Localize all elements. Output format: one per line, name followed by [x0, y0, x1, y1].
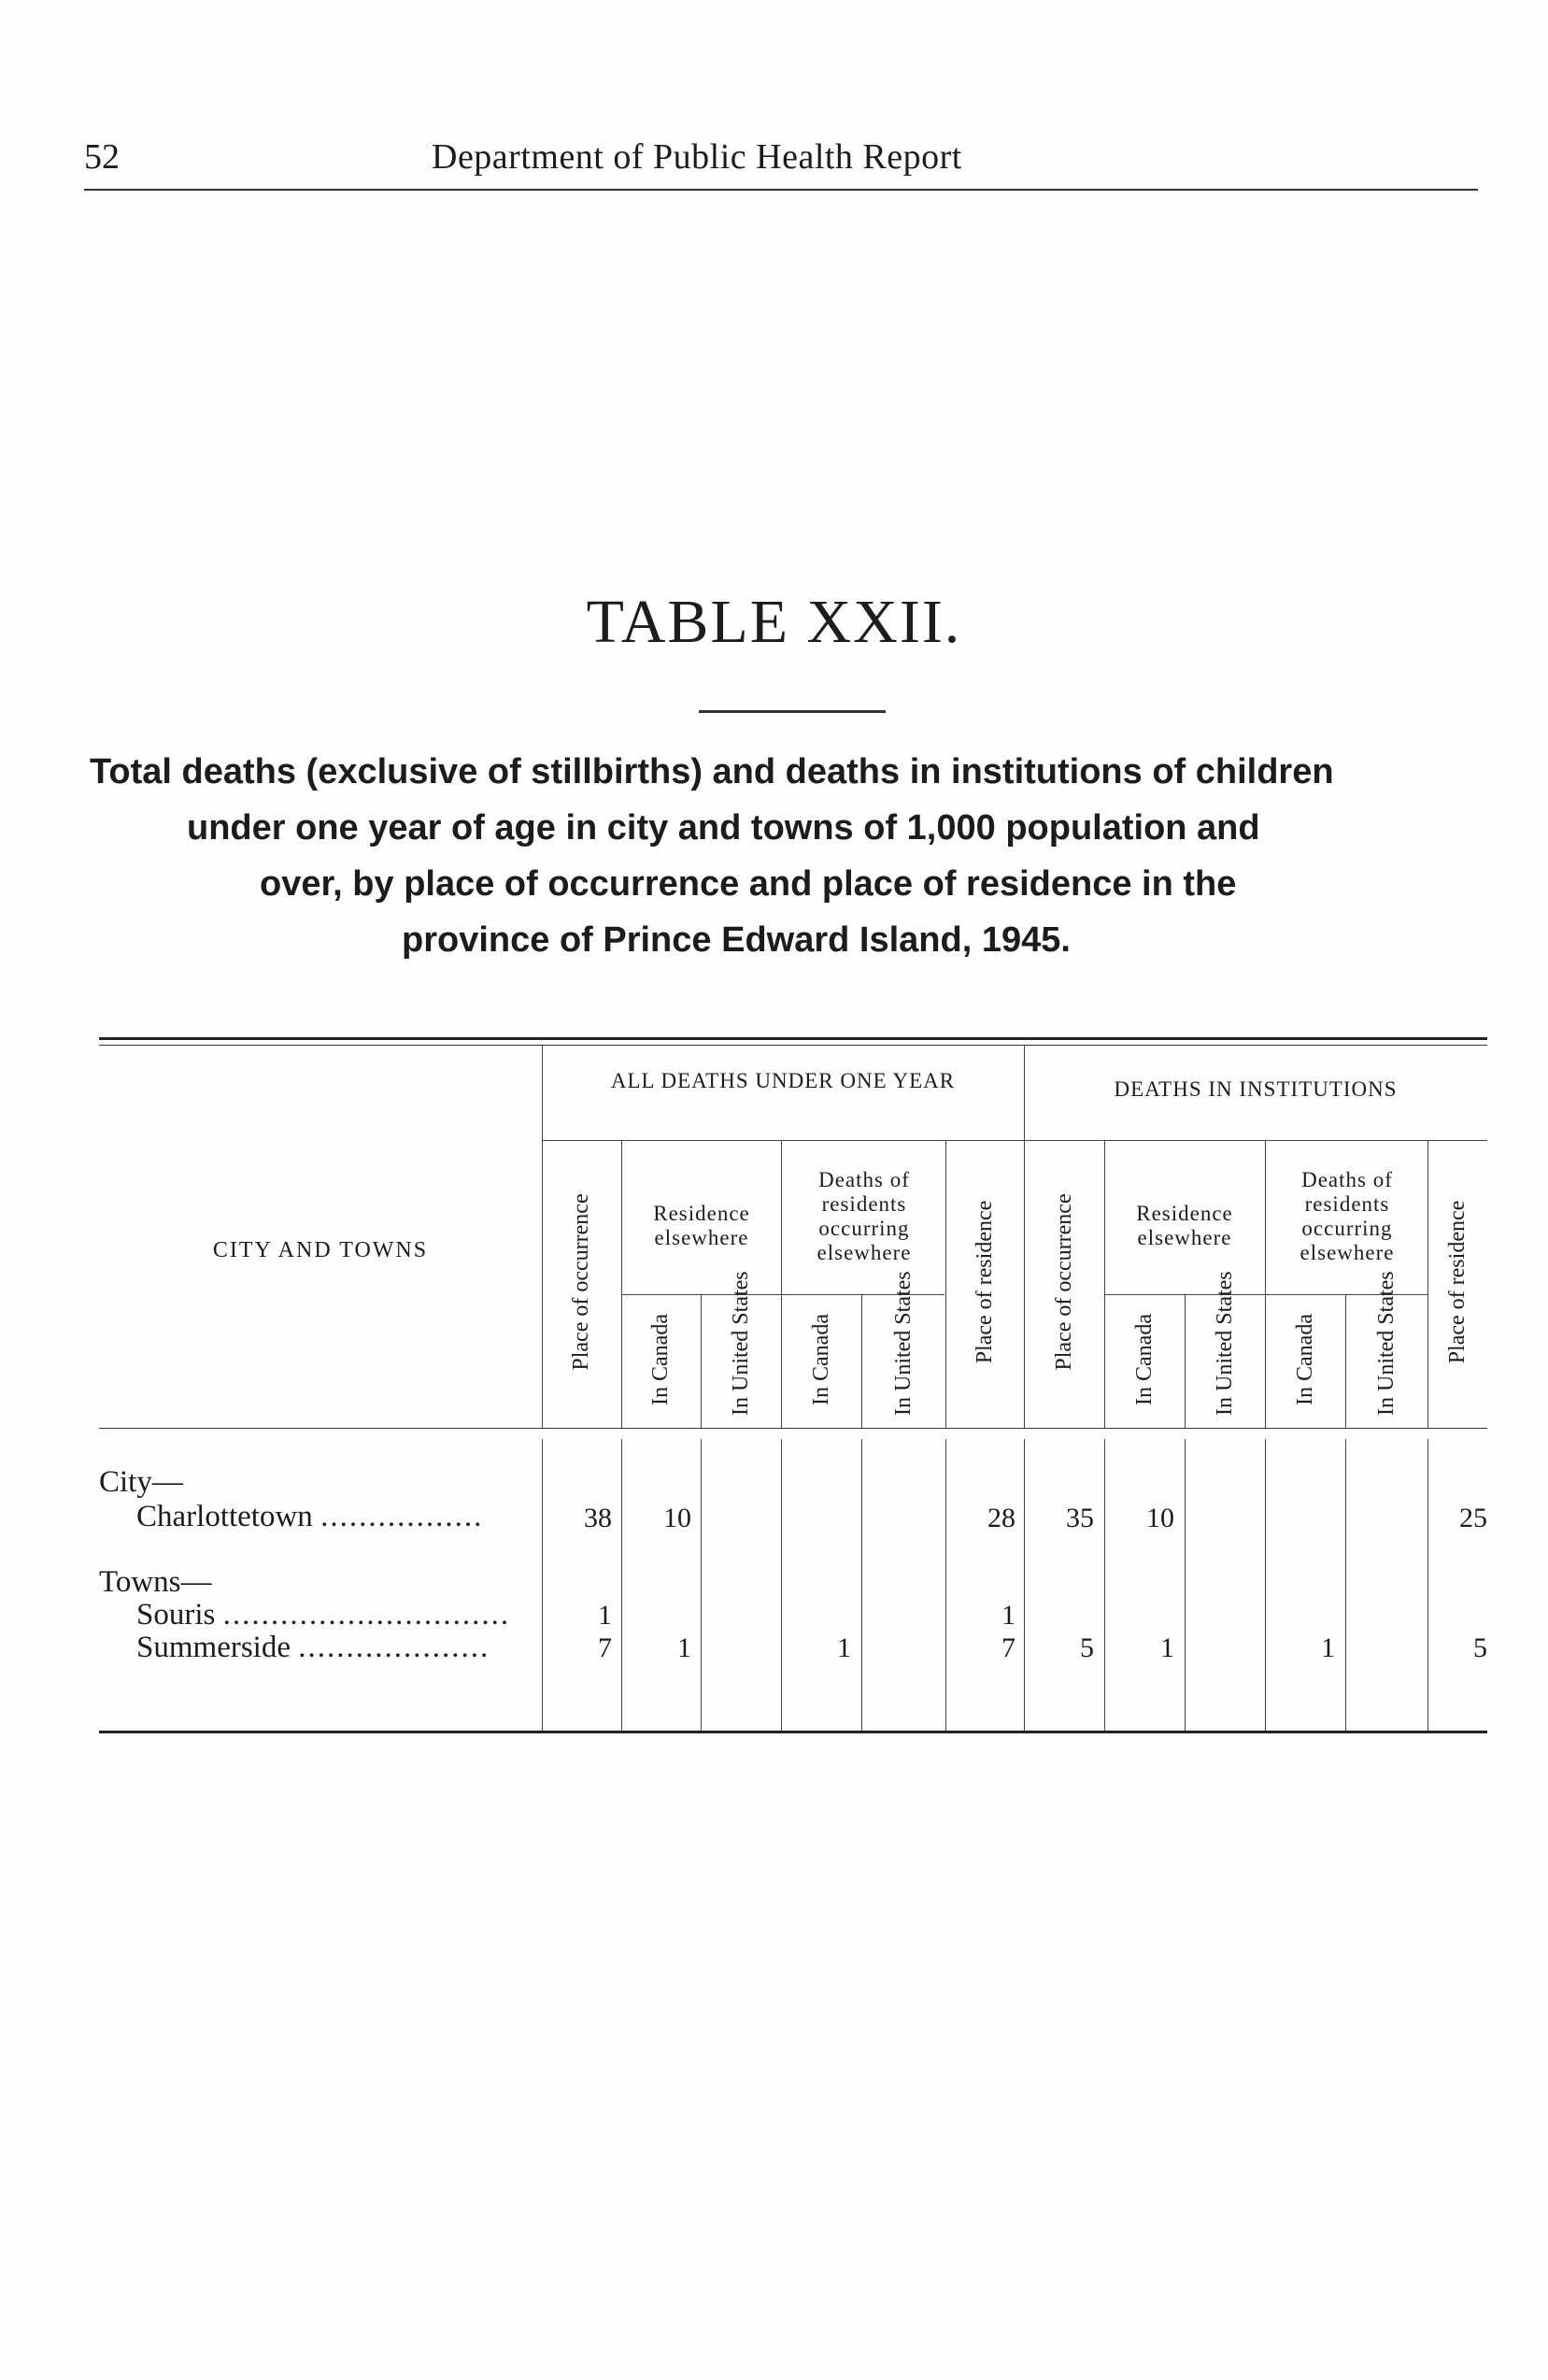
header-residence-elsewhere-1: Residence elsewhere	[653, 1202, 750, 1249]
section-city: City—	[99, 1465, 183, 1499]
section-towns: Towns—	[99, 1565, 212, 1599]
header-in-united-states-1: In United States	[729, 1271, 753, 1416]
row-label-charlottetown: Charlottetown .................	[136, 1500, 484, 1533]
page-header	[84, 131, 1478, 191]
table-bottom-rule	[99, 1731, 1487, 1733]
page-number: 52	[84, 137, 120, 177]
header-in-canada-2: In Canada	[809, 1314, 833, 1405]
running-title: Department of Public Health Report	[432, 137, 962, 177]
header-body-rule	[99, 1428, 1487, 1429]
stub-header: CITY AND TOWNS	[212, 1238, 429, 1262]
caption-line-3: over, by place of occurrence and place of residence in the	[260, 864, 1237, 904]
table-top-rule	[99, 1037, 1487, 1040]
header-place-of-occurrence-2: Place of occurrence	[1052, 1193, 1076, 1371]
header-in-united-states-3: In United States	[1213, 1271, 1237, 1416]
table-title: TABLE XXII.	[586, 588, 962, 656]
caption-line-4: province of Prince Edward Island, 1945.	[402, 920, 1071, 960]
row-label-summerside: Summerside ....................	[136, 1631, 490, 1664]
caption-line-1: Total deaths (exclusive of stillbirths) and deaths in institutions of children	[90, 752, 1334, 791]
header-in-united-states-2: In United States	[891, 1271, 916, 1416]
group-header-all-deaths: ALL DEATHS UNDER ONE YEAR	[610, 1069, 956, 1092]
header-in-canada-4: In Canada	[1293, 1314, 1317, 1405]
header-in-canada-3: In Canada	[1132, 1314, 1157, 1405]
header-deaths-of-residents-2: Deaths of residents occurring elsewhere	[1299, 1168, 1395, 1264]
header-residence-elsewhere-2: Residence elsewhere	[1136, 1202, 1233, 1249]
row-label-souris: Souris ..............................	[136, 1598, 511, 1632]
header-in-canada-1: In Canada	[648, 1314, 673, 1405]
header-place-of-occurrence-1: Place of occurrence	[569, 1193, 593, 1371]
table-top-rule-inner	[99, 1045, 1487, 1046]
header-place-of-residence-1: Place of residence	[973, 1200, 997, 1364]
group-header-institutions: DEATHS IN INSTITUTIONS	[1114, 1077, 1398, 1101]
title-divider	[699, 710, 886, 713]
header-deaths-of-residents-1: Deaths of residents occurring elsewhere	[817, 1168, 912, 1264]
caption-line-2: under one year of age in city and towns of 1,000 population and	[187, 808, 1260, 848]
header-place-of-residence-2: Place of residence	[1445, 1200, 1470, 1364]
header-in-united-states-4: In United States	[1374, 1271, 1399, 1416]
